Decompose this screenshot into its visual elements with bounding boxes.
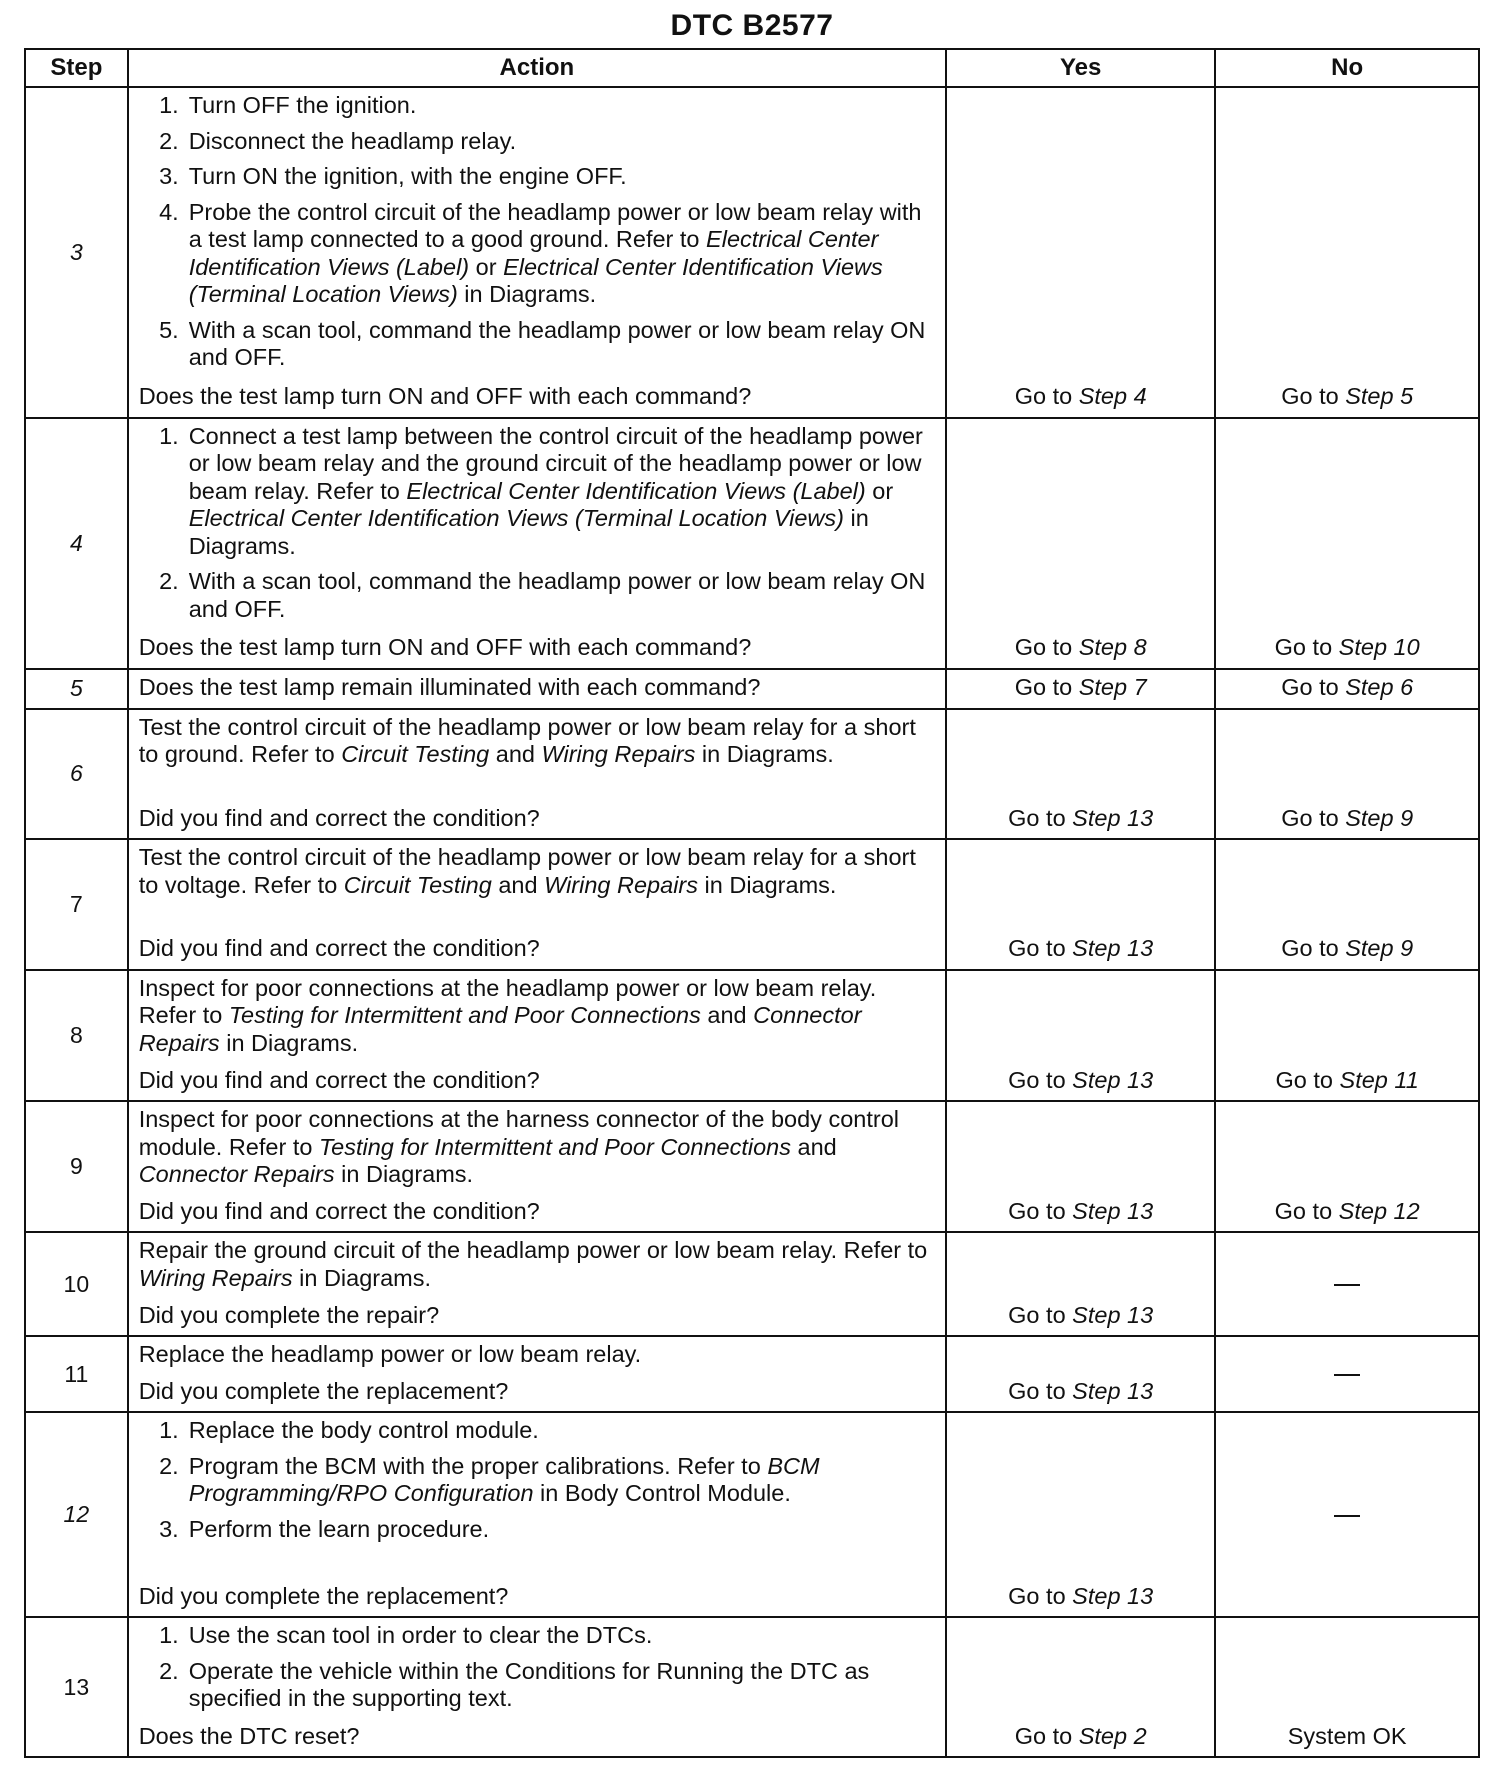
no-cell (1215, 1232, 1479, 1336)
table-row (25, 839, 1479, 969)
action-paragraph (139, 1237, 937, 1292)
result-text: System OK (1287, 1722, 1407, 1749)
no-cell (1215, 709, 1479, 839)
action-cell (128, 669, 946, 709)
text-fragment: Repair the ground circuit of the headlamp power or low beam relay. Refer to (138, 1237, 928, 1264)
go-to-label: Go to (1014, 634, 1073, 661)
no-cell (1215, 1101, 1479, 1232)
step-number: 12 (25, 1412, 128, 1617)
text-fragment: in Diagrams. (219, 1029, 359, 1056)
target-step: Step 5 (1345, 383, 1414, 410)
reference-link-text: Testing for Intermittent and Poor Connections (228, 1002, 701, 1029)
reference-link-text: Testing for Intermittent and Poor Connections (318, 1133, 791, 1160)
text-fragment: in Diagrams. (188, 505, 869, 559)
no-cell (1215, 839, 1479, 969)
text-fragment: in Body Control Module. (533, 1480, 791, 1507)
yes-cell (946, 970, 1215, 1101)
go-to-label: Go to (1274, 634, 1333, 661)
target-step: Step 7 (1078, 674, 1147, 701)
step-number: 3 (25, 87, 128, 418)
step-number: 9 (25, 1101, 128, 1232)
item-text: Operate the vehicle within the Conditions for Running the DTC as specified in the supporting text. (188, 1657, 870, 1712)
yes-cell (946, 1101, 1215, 1232)
text-fragment: in Diagrams. (698, 871, 837, 898)
instruction-list (139, 1417, 937, 1551)
question-text: Did you complete the replacement? (138, 1582, 509, 1609)
action-paragraph (139, 1341, 937, 1369)
target-step: Step 9 (1345, 804, 1414, 831)
item-number: 3. (159, 1515, 179, 1542)
yes-cell (946, 709, 1215, 839)
item-text: Use the scan tool in order to clear the DTCs. (188, 1622, 653, 1649)
yes-cell (946, 1232, 1215, 1336)
header-step: Step (25, 49, 128, 87)
text-fragment: Inspect for poor connections at the headlamp power or low beam relay. Refer to (138, 974, 877, 1029)
go-to-label: Go to (1014, 383, 1073, 410)
text-fragment: in Diagrams. (334, 1161, 474, 1187)
instruction-list (139, 423, 937, 632)
step-number: 8 (25, 970, 128, 1101)
not-applicable-dash (1334, 1374, 1360, 1376)
item-text: Replace the body control module. (188, 1417, 539, 1444)
text-fragment: Test the control circuit of the headlamp power or low beam relay for a short to ground. Refer to (138, 713, 916, 768)
list-item (139, 317, 937, 372)
go-to-label: Go to (1008, 1377, 1066, 1404)
question-text: Did you find and correct the condition? (138, 935, 540, 962)
target-step: Step 9 (1345, 935, 1414, 962)
question-text: Did you find and correct the condition? (138, 1197, 540, 1224)
list-item (139, 423, 937, 561)
reference-link-text: Connector Repairs (138, 1002, 862, 1056)
question-text: Did you complete the replacement? (138, 1377, 509, 1404)
table-row (25, 1232, 1479, 1336)
reference-link-text: Circuit Testing (343, 871, 492, 898)
header-no: No (1215, 49, 1479, 87)
action-paragraph (139, 975, 937, 1058)
text-fragment: and (700, 1002, 754, 1029)
item-text (189, 1453, 937, 1508)
reference-link-text: Electrical Center Identification Views (Terminal Location Views) (188, 505, 844, 532)
target-step: Step 10 (1338, 634, 1420, 661)
item-number: 2. (159, 1657, 179, 1684)
target-step: Step 13 (1072, 1066, 1154, 1093)
question-text: Does the test lamp turn ON and OFF with each command? (138, 634, 752, 661)
no-cell (1215, 87, 1479, 418)
item-text: With a scan tool, command the headlamp power or low beam relay ON and OFF. (188, 316, 926, 370)
step-number: 6 (25, 709, 128, 839)
text-fragment: Inspect for poor connections at the harness connector of the body control module. Refer to (138, 1106, 899, 1160)
no-cell (1215, 1412, 1479, 1617)
text-fragment: in Diagrams. (457, 281, 597, 307)
item-text (189, 199, 937, 309)
no-cell (1215, 418, 1479, 669)
action-cell (128, 1101, 946, 1232)
action-cell (128, 1336, 946, 1412)
item-text: Disconnect the headlamp relay. (188, 127, 517, 154)
item-text (189, 423, 937, 561)
target-step: Step 2 (1078, 1722, 1147, 1749)
step-number: 10 (25, 1232, 128, 1336)
go-to-label: Go to (1281, 804, 1339, 831)
yes-cell (946, 1412, 1215, 1617)
go-to-label: Go to (1008, 804, 1066, 831)
target-step: Step 13 (1072, 935, 1154, 962)
instruction-list (139, 1622, 937, 1721)
action-cell (128, 87, 946, 418)
go-to-label: Go to (1008, 935, 1066, 962)
text-fragment: Test the control circuit of the headlamp power or low beam relay for a short to voltage. Refer to (138, 844, 916, 898)
action-paragraph (139, 844, 937, 899)
item-number: 4. (159, 198, 179, 225)
text-fragment: and (489, 741, 542, 768)
table-row (25, 1101, 1479, 1232)
item-text: Turn OFF the ignition. (188, 92, 417, 118)
step-number: 4 (25, 418, 128, 669)
item-number: 1. (159, 1622, 179, 1649)
target-step: Step 13 (1072, 804, 1154, 831)
page-title: DTC B2577 (670, 9, 834, 42)
text-fragment: Program the BCM with the proper calibrations. Refer to (188, 1452, 768, 1479)
question-text: Did you find and correct the condition? (138, 804, 540, 831)
target-step: Step 12 (1338, 1197, 1420, 1224)
go-to-label: Go to (1008, 1582, 1066, 1609)
go-to-label: Go to (1281, 383, 1339, 410)
text-fragment: Connect a test lamp between the control circuit of the headlamp power or low beam relay and the ground circuit of the headlamp power or low beam relay. Refer to (188, 422, 923, 504)
action-cell (128, 1412, 946, 1617)
text-fragment: and (790, 1133, 837, 1160)
yes-cell (946, 418, 1215, 669)
target-step: Step 11 (1339, 1066, 1419, 1093)
yes-cell (946, 1336, 1215, 1412)
action-paragraph (139, 714, 937, 769)
list-item (139, 1453, 937, 1508)
not-applicable-dash (1334, 1284, 1360, 1286)
diagnostic-table (24, 48, 1480, 1758)
action-cell (128, 418, 946, 669)
go-to-label: Go to (1281, 935, 1339, 962)
target-step: Step 13 (1072, 1377, 1154, 1404)
step-number: 13 (25, 1617, 128, 1757)
reference-link-text: Electrical Center Identification Views (Label) (188, 226, 879, 280)
table-row (25, 87, 1479, 418)
item-number: 3. (159, 163, 179, 189)
yes-cell (946, 839, 1215, 969)
text-fragment: Replace the headlamp power or low beam relay. (138, 1341, 642, 1368)
reference-link-text: Wiring Repairs (544, 871, 698, 898)
item-text: Turn ON the ignition, with the engine OFF. (188, 163, 627, 189)
text-fragment: and (491, 871, 545, 898)
list-item (139, 128, 937, 156)
yes-cell (946, 87, 1215, 418)
item-text: Perform the learn procedure. (188, 1515, 490, 1542)
go-to-label: Go to (1008, 1066, 1066, 1093)
reference-link-text: Electrical Center Identification Views (Terminal Location Views) (188, 253, 883, 307)
header-action: Action (128, 49, 946, 87)
target-step: Step 6 (1345, 674, 1414, 701)
target-step: Step 4 (1078, 383, 1147, 410)
go-to-label: Go to (1008, 1301, 1066, 1328)
action-cell (128, 970, 946, 1101)
item-number: 2. (159, 568, 179, 595)
list-item (139, 1417, 937, 1445)
target-step: Step 13 (1072, 1301, 1154, 1328)
item-number: 2. (159, 127, 179, 154)
go-to-label: Go to (1008, 1197, 1066, 1224)
table-row (25, 418, 1479, 669)
action-cell (128, 839, 946, 969)
go-to-label: Go to (1275, 1066, 1333, 1093)
go-to-label: Go to (1014, 1722, 1073, 1749)
action-cell (128, 1232, 946, 1336)
list-item (139, 1622, 937, 1650)
list-item (139, 163, 937, 191)
table-row (25, 709, 1479, 839)
reference-link-text: Wiring Repairs (541, 741, 696, 768)
reference-link-text: Connector Repairs (138, 1161, 335, 1187)
question-text: Did you find and correct the condition? (138, 1066, 540, 1093)
no-cell (1215, 669, 1479, 709)
go-to-label: Go to (1274, 1197, 1333, 1224)
table-row (25, 669, 1479, 709)
no-cell (1215, 970, 1479, 1101)
question-text: Did you complete the repair? (138, 1301, 440, 1328)
question-text: Does the test lamp remain illuminated with each command? (138, 674, 761, 701)
question-text: Does the test lamp turn ON and OFF with each command? (138, 383, 752, 410)
reference-link-text: Electrical Center Identification Views (Label) (406, 477, 866, 504)
text-fragment: or (469, 253, 504, 280)
step-number: 5 (25, 669, 128, 709)
text-fragment: in Diagrams. (292, 1264, 432, 1291)
no-cell (1215, 1336, 1479, 1412)
target-step: Step 8 (1078, 634, 1147, 661)
item-number: 5. (159, 316, 179, 343)
target-step: Step 13 (1072, 1197, 1154, 1224)
not-applicable-dash (1334, 1515, 1360, 1517)
question-text: Does the DTC reset? (138, 1722, 360, 1749)
reference-link-text: Circuit Testing (341, 741, 490, 768)
text-fragment: or (865, 477, 894, 504)
table-row (25, 1336, 1479, 1412)
yes-cell (946, 1617, 1215, 1757)
table-row (25, 970, 1479, 1101)
header-yes: Yes (946, 49, 1215, 87)
item-text: With a scan tool, command the headlamp power or low beam relay ON and OFF. (188, 568, 926, 622)
table-row (25, 1412, 1479, 1617)
text-fragment: Probe the control circuit of the headlamp power or low beam relay with a test lamp connected to a good ground. Refer to (188, 198, 922, 252)
go-to-label: Go to (1281, 674, 1339, 701)
text-fragment: in Diagrams. (695, 741, 834, 768)
step-number: 7 (25, 839, 128, 969)
step-number: 11 (25, 1336, 128, 1412)
no-cell (1215, 1617, 1479, 1757)
reference-link-text: Wiring Repairs (138, 1264, 293, 1291)
item-number: 2. (159, 1452, 179, 1479)
instruction-list (139, 92, 937, 380)
list-item (139, 568, 937, 623)
list-item (139, 1658, 937, 1713)
go-to-label: Go to (1014, 674, 1073, 701)
target-step: Step 13 (1072, 1582, 1154, 1609)
reference-link-text: BCM Programming/RPO Configuration (188, 1452, 820, 1507)
item-number: 1. (159, 92, 179, 118)
action-cell (128, 709, 946, 839)
action-paragraph (139, 1106, 937, 1189)
table-row (25, 1617, 1479, 1757)
item-number: 1. (159, 422, 179, 449)
list-item (139, 92, 937, 120)
yes-cell (946, 669, 1215, 709)
item-number: 1. (159, 1417, 179, 1444)
header-row (25, 49, 1479, 87)
list-item (139, 199, 937, 309)
action-cell (128, 1617, 946, 1757)
list-item (139, 1516, 937, 1544)
